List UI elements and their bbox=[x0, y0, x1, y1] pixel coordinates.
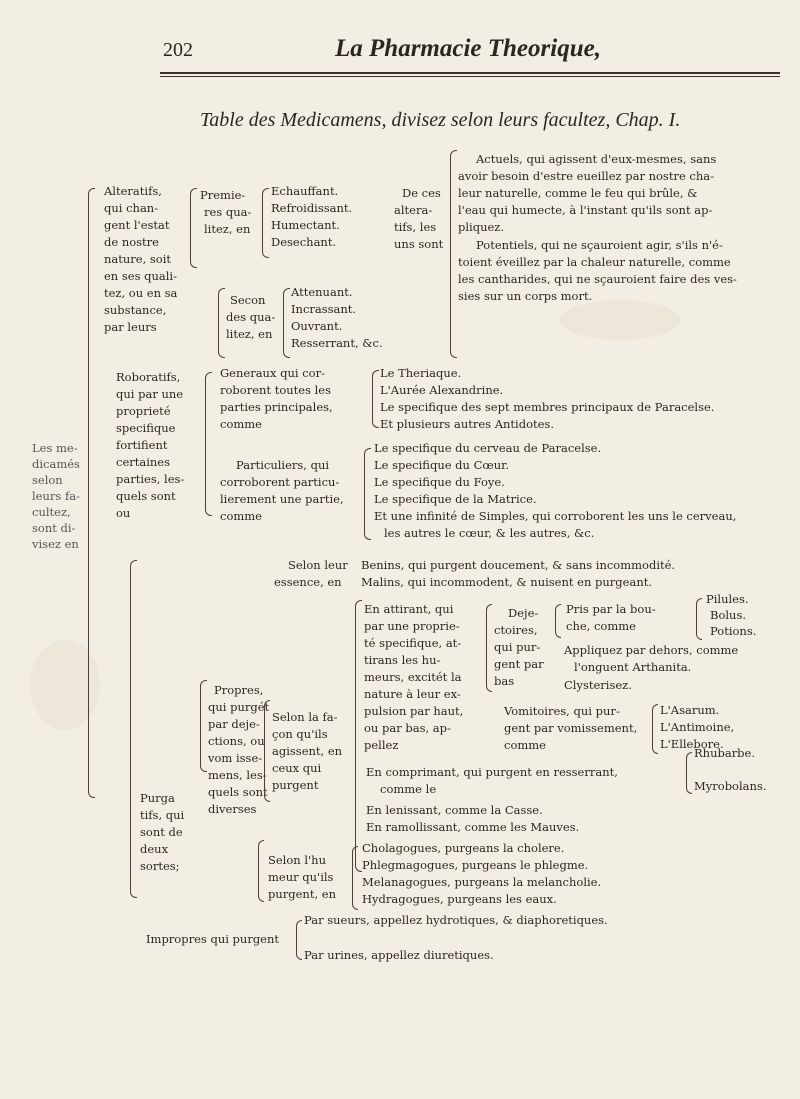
pris-brace bbox=[555, 604, 561, 638]
particuliers-items-brace bbox=[364, 448, 371, 540]
purgatifs-outer-brace bbox=[130, 560, 137, 898]
secondes-brace bbox=[218, 288, 225, 358]
impropres-brace bbox=[296, 920, 302, 960]
attirant-brace bbox=[355, 600, 362, 872]
header-rule bbox=[160, 72, 780, 74]
malins: Malins, qui incommodent, & nuisent en purgeant. bbox=[361, 575, 653, 589]
selon-humeur-brace bbox=[258, 840, 264, 902]
premieres-brace bbox=[190, 188, 197, 268]
pris-items-brace bbox=[696, 598, 702, 640]
dejections-brace bbox=[486, 604, 492, 692]
humeur-items-brace bbox=[352, 846, 358, 910]
generaux-items-brace bbox=[372, 370, 379, 428]
root-brace bbox=[88, 188, 95, 798]
roboratifs-brace bbox=[205, 372, 212, 516]
table-title: Table des Medicamens, divisez selon leurs facultez, Chap. I. bbox=[200, 109, 681, 131]
selon-facon-brace bbox=[264, 700, 270, 802]
secondes-items-brace bbox=[283, 288, 290, 358]
page-number: 202 bbox=[163, 39, 193, 61]
actuels-brace bbox=[450, 150, 457, 358]
vomitoires-items-brace bbox=[652, 704, 658, 754]
header-rule-thin bbox=[160, 76, 780, 77]
comprimant-items-brace bbox=[686, 752, 692, 794]
benins: Benins, qui purgent doucement, & sans incommodité. bbox=[361, 558, 676, 572]
en-ramollissant: En ramollissant, comme les Mauves. bbox=[366, 820, 580, 834]
running-title: La Pharmacie Theorique, bbox=[335, 35, 601, 62]
impropres: Impropres qui purgent bbox=[146, 932, 280, 946]
propres-brace bbox=[200, 680, 207, 772]
paper-stain bbox=[560, 300, 680, 340]
en-lenissant: En lenissant, comme la Casse. bbox=[366, 803, 543, 817]
premieres-items-brace bbox=[262, 188, 269, 258]
clysterisez: Clysterisez. bbox=[564, 678, 632, 692]
